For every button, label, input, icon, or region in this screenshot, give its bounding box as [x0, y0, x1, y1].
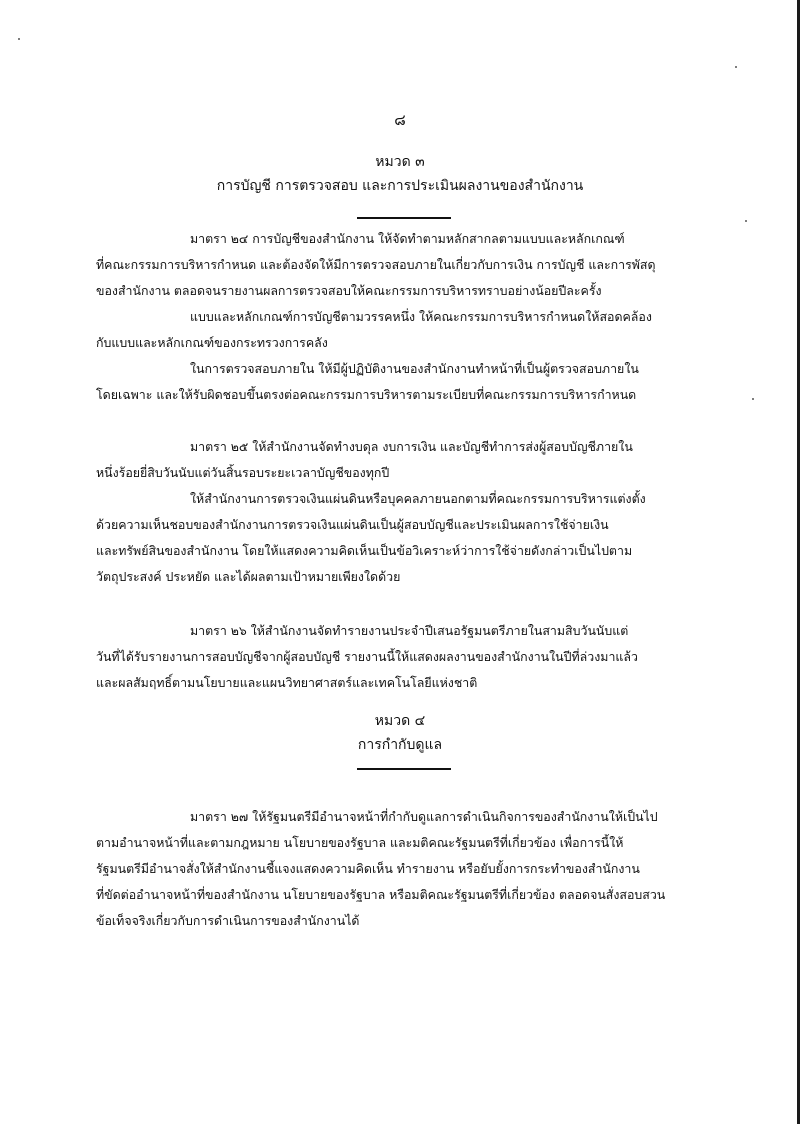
section-24-line: โดยเฉพาะ และให้รับผิดชอบขึ้นตรงต่อคณะกรรมการบริหารตามระเบียบที่คณะกรรมการบริหารกำหนด: [96, 387, 637, 402]
section-27-line: ที่ขัดต่ออำนาจหน้าที่ของสำนักงาน นโยบายของรัฐบาล หรือมติคณะรัฐมนตรีที่เกี่ยวข้อง ตลอดจนสั่งสอบสวน: [96, 887, 666, 902]
chapter-4-subtitle: การกำกับดูแล: [357, 737, 443, 753]
section-27-line: มาตรา ๒๗ ให้รัฐมนตรีมีอำนาจหน้าที่กำกับดูแลการดำเนินกิจการของสำนักงานให้เป็นไป: [190, 809, 658, 824]
chapter-3-divider: [357, 217, 451, 219]
chapter-4-title: หมวด ๔: [374, 713, 426, 729]
section-26-line: วันที่ได้รับรายงานการสอบบัญชีจากผู้สอบบัญชี รายงานนี้ให้แสดงผลงานของสำนักงานในปีที่ล่วงมาแล้ว: [96, 649, 638, 664]
section-25-line: หนึ่งร้อยยี่สิบวันนับแต่วันสิ้นรอบระยะเวลาบัญชีของทุกปี: [96, 465, 390, 480]
section-25-line: วัตถุประสงค์ ประหยัด และได้ผลตามเป้าหมายเพียงใดด้วย: [96, 569, 401, 584]
section-26-line: และผลสัมฤทธิ์ตามนโยบายและแผนวิทยาศาสตร์และเทคโนโลยีแห่งชาติ: [96, 675, 478, 690]
section-25-line: มาตรา ๒๕ ให้สำนักงานจัดทำงบดุล งบการเงิน และบัญชีทำการส่งผู้สอบบัญชีภายใน: [190, 439, 633, 454]
section-27-line: รัฐมนตรีมีอำนาจสั่งให้สำนักงานชี้แจงแสดงความคิดเห็น ทำรายงาน หรือยับยั้งการกระทำของสำนักงาน: [96, 861, 640, 876]
chapter-3-title: หมวด ๓: [375, 154, 425, 170]
chapter-3-subtitle: การบัญชี การตรวจสอบ และการประเมินผลงานของสำนักงาน: [216, 178, 584, 194]
section-25-line: ด้วยความเห็นชอบของสำนักงานการตรวจเงินแผ่นดินเป็นผู้สอบบัญชีและประเมินผลการใช้จ่ายเงิน: [96, 517, 609, 532]
chapter-4-divider: [357, 768, 451, 770]
scan-speck: [735, 66, 737, 68]
section-25-line: ให้สำนักงานการตรวจเงินแผ่นดินหรือบุคคลภายนอกตามที่คณะกรรมการบริหารแต่งตั้ง: [190, 491, 646, 506]
section-27-line: ข้อเท็จจริงเกี่ยวกับการดำเนินการของสำนักงานได้: [96, 913, 360, 928]
section-24-line: กับแบบและหลักเกณฑ์ของกระทรวงการคลัง: [96, 335, 328, 350]
scan-speck: [18, 38, 20, 40]
section-24-line: ที่คณะกรรมการบริหารกำหนด และต้องจัดให้มีการตรวจสอบภายในเกี่ยวกับการเงิน การบัญชี และการพัสดุ: [96, 257, 656, 272]
section-27-line: ตามอำนาจหน้าที่และตามกฎหมาย นโยบายของรัฐบาล และมติคณะรัฐมนตรีที่เกี่ยวข้อง เพื่อการนี้ให้: [96, 835, 624, 850]
section-24-line: มาตรา ๒๔ การบัญชีของสำนักงาน ให้จัดทำตามหลักสากลตามแบบและหลักเกณฑ์: [190, 231, 625, 246]
section-26-line: มาตรา ๒๖ ให้สำนักงานจัดทำรายงานประจำปีเสนอรัฐมนตรีภายในสามสิบวันนับแต่: [190, 623, 629, 638]
page-number: ๘: [394, 111, 406, 129]
section-24-line: ในการตรวจสอบภายใน ให้มีผู้ปฏิบัติงานของสำนักงานทำหน้าที่เป็นผู้ตรวจสอบภายใน: [190, 361, 639, 376]
section-25-line: และทรัพย์สินของสำนักงาน โดยให้แสดงความคิดเห็นเป็นข้อวิเคราะห์ว่าการใช้จ่ายดังกล่าวเป็นไปตาม: [96, 543, 633, 558]
scan-speck: [745, 220, 747, 222]
section-24-line: แบบและหลักเกณฑ์การบัญชีตามวรรคหนึ่ง ให้คณะกรรมการบริหารกำหนดให้สอดคล้อง: [190, 309, 652, 324]
scan-speck: [752, 398, 754, 400]
section-24-line: ของสำนักงาน ตลอดจนรายงานผลการตรวจสอบให้คณะกรรมการบริหารทราบอย่างน้อยปีละครั้ง: [96, 283, 602, 298]
